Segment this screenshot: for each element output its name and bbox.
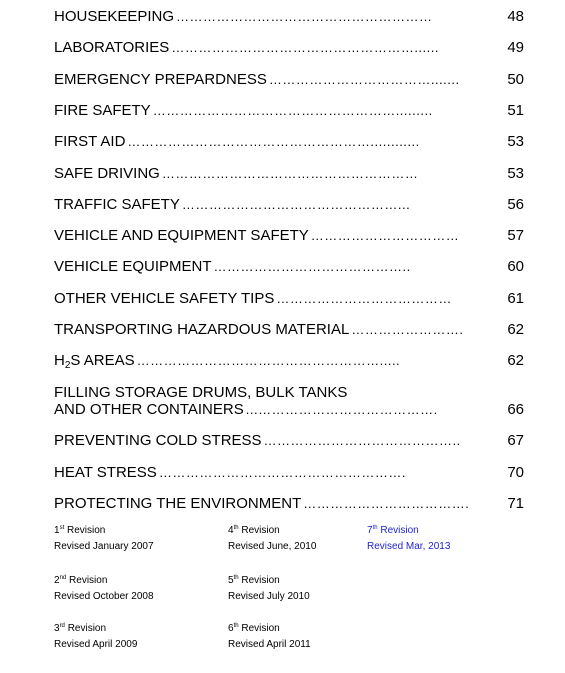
toc-title: PREVENTING COLD STRESS <box>54 432 262 449</box>
toc-page-number: 51 <box>507 102 524 119</box>
revision-heading: 5th Revision <box>228 575 280 586</box>
revision-heading: 2nd Revision <box>54 575 108 586</box>
toc-title-h: H <box>54 352 65 369</box>
toc-page-number: 62 <box>507 352 524 369</box>
toc-entry-fire-safety[interactable] <box>54 102 524 119</box>
toc-entry-vehicle-equipment[interactable] <box>54 258 524 275</box>
revision-2 <box>54 573 154 605</box>
toc-title: VEHICLE EQUIPMENT <box>54 258 212 275</box>
revision-date: Revised July 2010 <box>228 591 310 602</box>
toc-dot-leader: ...…………………………………. <box>245 402 438 417</box>
revision-heading: 6th Revision <box>228 623 280 634</box>
toc-page-number: 50 <box>507 71 524 88</box>
toc-page-number: 70 <box>507 464 524 481</box>
toc-dot-leader: …………………………………….. <box>263 433 461 448</box>
toc-title: VEHICLE AND EQUIPMENT SAFETY <box>54 227 309 244</box>
toc-title: OTHER VEHICLE SAFETY TIPS <box>54 290 275 307</box>
revision-1 <box>54 523 154 555</box>
toc-dot-leader: ………………………………………………...... <box>171 40 439 55</box>
revision-6 <box>228 621 311 653</box>
revision-heading: 7th Revision <box>367 525 419 536</box>
toc-title: HEAT STRESS <box>54 464 157 481</box>
toc-page-number: 61 <box>507 290 524 307</box>
toc-dot-leader: ………………………………………………. <box>158 465 406 480</box>
toc-dot-leader: ………………………………………………............ <box>127 134 420 149</box>
toc-title <box>54 352 135 374</box>
toc-dot-leader: ………………………………………………… <box>161 166 419 181</box>
toc-dot-leader: …………………………………………... <box>181 197 411 212</box>
toc-dot-leader: ………………………………………………......... <box>152 103 433 118</box>
toc-entry-housekeeping[interactable] <box>54 8 524 25</box>
toc-entry-preventing-cold-stress[interactable] <box>54 432 524 449</box>
toc-title: SAFE DRIVING <box>54 165 160 182</box>
toc-dot-leader: …………………………… <box>310 228 460 243</box>
toc-page-number: 66 <box>507 401 524 418</box>
toc-page-number: 57 <box>507 227 524 244</box>
toc-entry-other-vehicle-safety-tips[interactable] <box>54 290 524 307</box>
toc-page-number: 71 <box>507 495 524 512</box>
toc-entry-heat-stress[interactable] <box>54 464 524 481</box>
revision-4 <box>228 523 316 555</box>
toc-title: HOUSEKEEPING <box>54 8 175 25</box>
toc-page-number: 56 <box>507 196 524 213</box>
revision-7 <box>367 523 450 555</box>
toc-page-number: 62 <box>507 321 524 338</box>
toc-page-number: 60 <box>507 258 524 275</box>
revision-heading: 4th Revision <box>228 525 280 536</box>
toc-dot-leader: ………………………………………………… <box>176 9 433 24</box>
toc-title: EMERGENCY PREPARDNESS <box>54 71 267 88</box>
toc-entry-vehicle-and-equipment-safety[interactable] <box>54 227 524 244</box>
revision-date: Revised Mar, 2013 <box>367 541 451 552</box>
toc-title: FIRST AID <box>54 133 126 150</box>
toc-dot-leader: ………………………………....... <box>268 72 460 87</box>
toc-title: TRANSPORTING HAZARDOUS MATERIAL <box>54 321 350 338</box>
toc-page-number: 53 <box>507 165 524 182</box>
toc-dot-leader: ………………………………………………..... <box>136 353 401 368</box>
toc-entry-transporting-hazardous-material[interactable] <box>54 321 524 338</box>
toc-title-subscript: 2 <box>64 360 71 371</box>
toc-title-rest: S AREAS <box>70 352 135 369</box>
toc-entry-first-aid[interactable] <box>54 133 524 150</box>
toc-dot-leader: …………………………………….. <box>213 259 411 274</box>
revision-date: Revised January 2007 <box>54 541 154 552</box>
toc-title-line1: FILLING STORAGE DRUMS, BULK TANKS <box>54 384 348 401</box>
toc-dot-leader: ………………………………… <box>276 291 452 306</box>
toc-page-number: 53 <box>507 133 524 150</box>
toc-title: FIRE SAFETY <box>54 102 151 119</box>
toc-dot-leader: ………………………………. <box>303 496 470 511</box>
toc-title: LABORATORIES <box>54 39 170 56</box>
toc-page-number: 49 <box>507 39 524 56</box>
revision-heading: 1st Revision <box>54 525 106 536</box>
toc-entry-emergency-prepardness[interactable] <box>54 71 524 88</box>
revision-date: Revised April 2009 <box>54 639 138 650</box>
toc-title: TRAFFIC SAFETY <box>54 196 180 213</box>
toc-entry-traffic-safety[interactable] <box>54 196 524 213</box>
toc-entry-protecting-the-environment[interactable] <box>54 495 524 512</box>
revision-3 <box>54 621 137 653</box>
toc-page-number: 67 <box>507 432 524 449</box>
toc-title-line2: AND OTHER CONTAINERS <box>54 401 244 418</box>
toc-page-number: 48 <box>507 8 524 25</box>
toc-dot-leader: ……………………. <box>351 322 464 337</box>
revision-5 <box>228 573 310 605</box>
revision-heading: 3rd Revision <box>54 623 107 634</box>
toc-entry-safe-driving[interactable] <box>54 165 524 182</box>
toc-entry-laboratories[interactable] <box>54 39 524 56</box>
revision-date: Revised October 2008 <box>54 591 154 602</box>
toc-entry-filling-storage-drums[interactable] <box>54 384 524 418</box>
toc-title: PROTECTING THE ENVIRONMENT <box>54 495 302 512</box>
revision-date: Revised April 2011 <box>228 639 311 650</box>
toc-entry-h2s-areas[interactable] <box>54 352 524 374</box>
revision-date: Revised June, 2010 <box>228 541 317 552</box>
